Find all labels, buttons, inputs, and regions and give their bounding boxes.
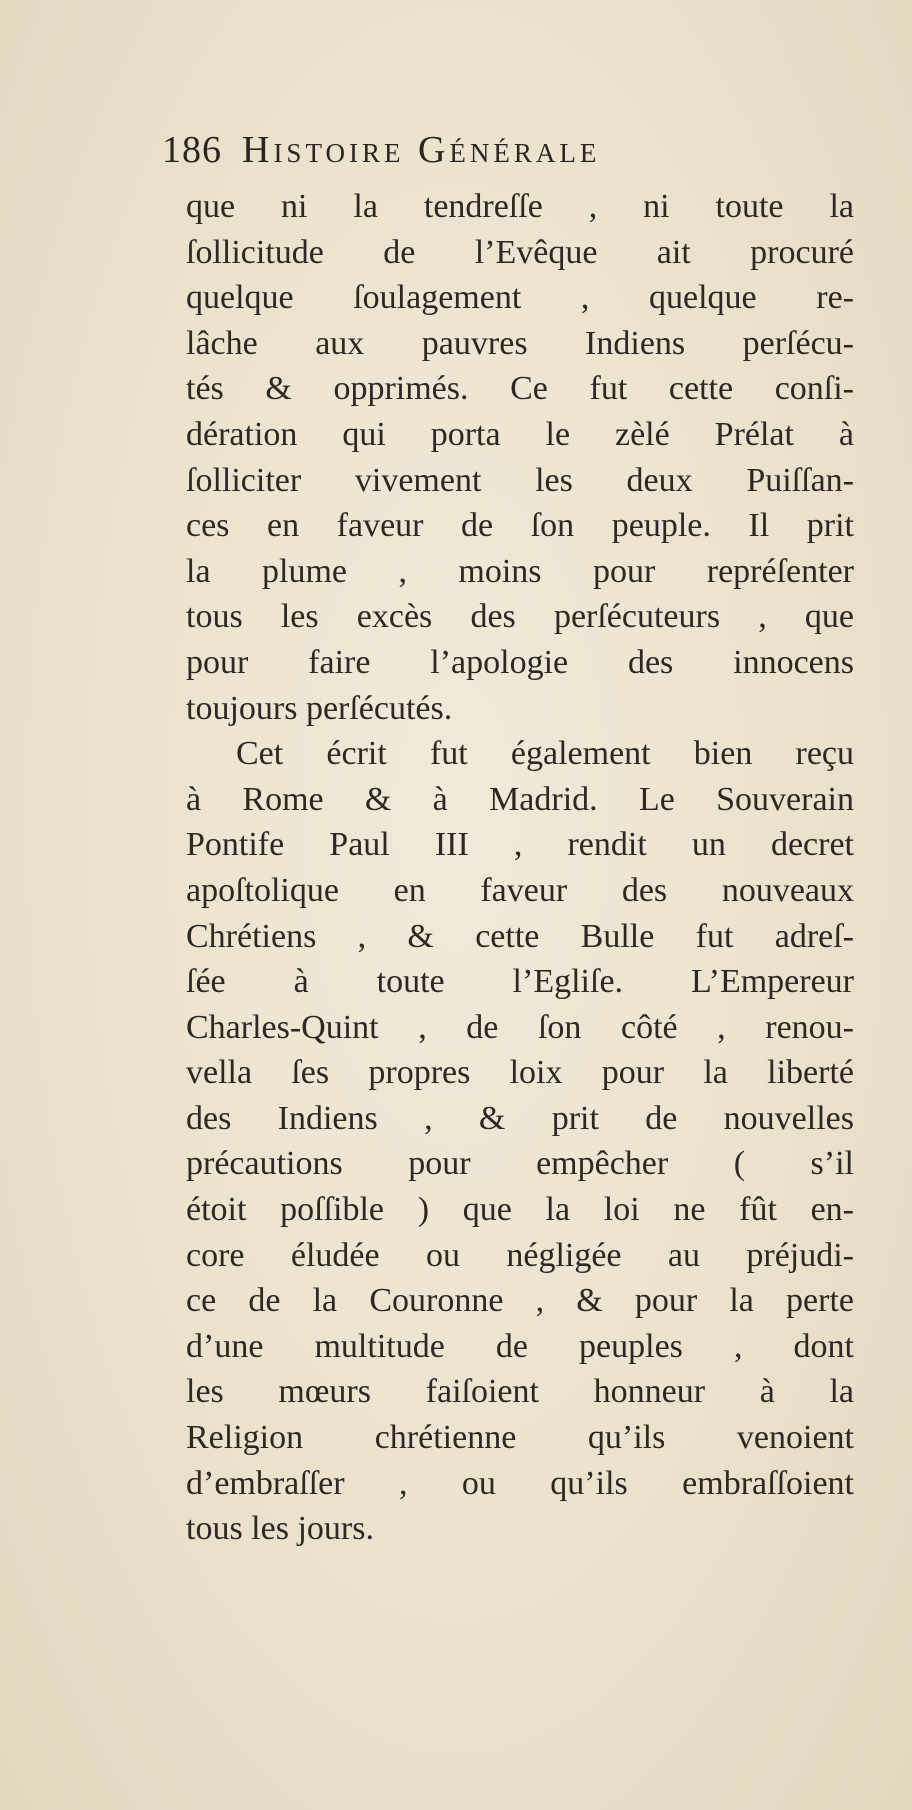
text-line: les mœurs faiſoient honneur à la [186, 1373, 854, 1411]
page-number: 186 [162, 129, 222, 171]
text-line: ſée à toute l’Egliſe. L’Empereur [186, 963, 854, 1001]
text-line: tés & opprimés. Ce fut cette conſi- [186, 370, 854, 408]
text-line: Pontife Paul III , rendit un decret [186, 826, 854, 864]
paragraph-1 [186, 184, 854, 731]
text-line: lâche aux pauvres Indiens perſécu- [186, 324, 854, 362]
text-line: ſollicitude de l’Evêque ait procuré [186, 233, 854, 271]
text-line: étoit poſſible ) que la loi ne fût en- [186, 1191, 854, 1229]
text-line: apoſtolique en faveur des nouveaux [186, 871, 854, 909]
text-line: précautions pour empêcher ( s’il [186, 1145, 854, 1183]
text-line: d’embraſſer , ou qu’ils embraſſoient [186, 1464, 854, 1502]
text-line: tous les excès des perſécuteurs , que [186, 598, 854, 636]
text-line: Chrétiens , & cette Bulle fut adreſ- [186, 917, 854, 955]
text-line: vella ſes propres loix pour la liberté [186, 1054, 854, 1092]
text-line: d’une multitude de peuples , dont [186, 1327, 854, 1365]
text-line: dération qui porta le zèlé Prélat à [186, 415, 854, 453]
text-line: à Rome & à Madrid. Le Souverain [186, 780, 854, 818]
running-head [162, 128, 852, 174]
text-line: ce de la Couronne , & pour la perte [186, 1282, 854, 1320]
text-line: Religion chrétienne qu’ils venoient [186, 1419, 854, 1457]
text-line: ſolliciter vivement les deux Puiſſan- [186, 461, 854, 499]
running-head-title: Histoire Générale [242, 129, 601, 171]
body-text [186, 184, 854, 1552]
text-line: pour faire l’apologie des innocens [186, 643, 854, 681]
text-line: la plume , moins pour repréſenter [186, 552, 854, 590]
text-line: Cet écrit fut également bien reçu [236, 735, 854, 773]
paragraph-2 [186, 731, 854, 1552]
text-line: ces en faveur de ſon peuple. Il prit [186, 507, 854, 545]
text-line: core éludée ou négligée au préjudi- [186, 1236, 854, 1274]
text-line: Charles-Quint , de ſon côté , renou- [186, 1008, 854, 1046]
text-line: des Indiens , & prit de nouvelles [186, 1099, 854, 1137]
text-line: que ni la tendreſſe , ni toute la [186, 188, 854, 225]
text-line: tous les jours. [186, 1510, 374, 1548]
text-line: quelque ſoulagement , quelque re- [186, 279, 854, 317]
text-line: toujours perſécutés. [186, 689, 453, 727]
